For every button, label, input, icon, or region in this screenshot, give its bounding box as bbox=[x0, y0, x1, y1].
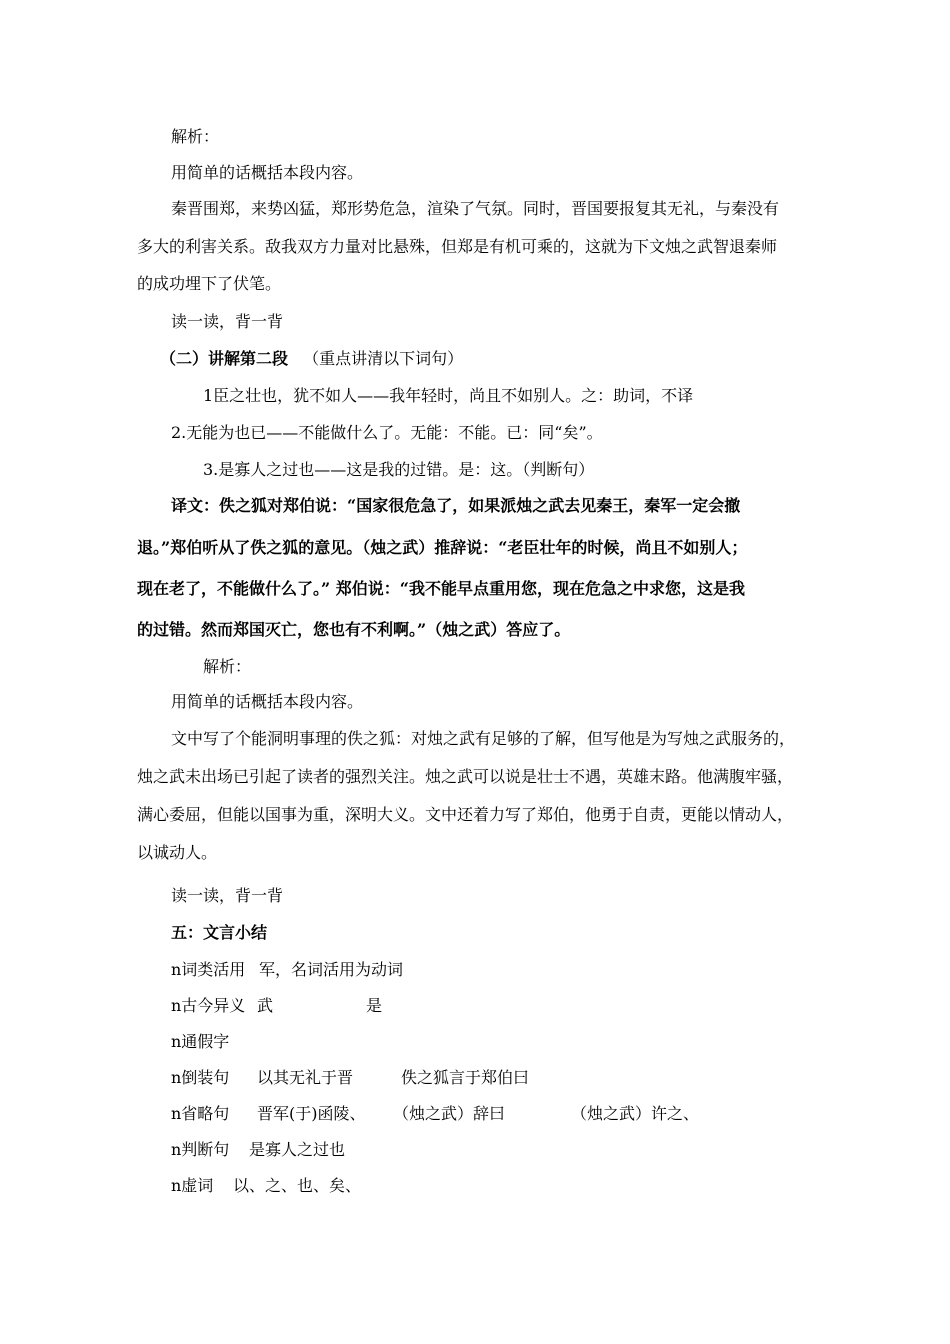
summary-item-example: （烛之武）许之、 bbox=[571, 1104, 700, 1123]
translation-line: 译文：佚之狐对郑伯说：“国家很危急了，如果派烛之武去见秦王，秦军一定会撤 bbox=[171, 496, 741, 515]
section-heading-title: （二）讲解第二段 bbox=[160, 349, 289, 368]
summary-item-label: n省略句 bbox=[171, 1104, 230, 1123]
section-heading bbox=[160, 348, 463, 370]
read-recite-line: 读一读，背一背 bbox=[171, 312, 284, 331]
analysis-label: 解析： bbox=[203, 657, 252, 676]
summary-heading: 五：文言小结 bbox=[171, 923, 268, 942]
analysis-line: 烛之武未出场已引起了读者的强烈关注。烛之武可以说是壮士不遇，英雄末路。他满腹牢骚， bbox=[137, 767, 794, 786]
summary-prompt: 用简单的话概括本段内容。 bbox=[171, 163, 364, 182]
analysis-line: 秦晋围郑，来势凶猛，郑形势危急，渲染了气氛。同时，晋国要报复其无礼，与秦没有 bbox=[171, 199, 780, 218]
summary-item-example: 军，名词活用为动词 bbox=[259, 960, 404, 979]
summary-item-label: n倒装句 bbox=[171, 1068, 230, 1087]
translation-line: 现在老了，不能做什么了。” 郑伯说：“我不能早点重用您，现在危急之中求您，这是我 bbox=[137, 579, 745, 598]
analysis-line: 文中写了个能洞明事理的佚之狐：对烛之武有足够的了解，但写他是为写烛之武服务的， bbox=[171, 729, 796, 748]
vocab-note: 1臣之壮也，犹不如人——我年轻时，尚且不如别人。之：助词，不译 bbox=[203, 386, 694, 405]
summary-item-example: 以其无礼于晋 bbox=[257, 1068, 354, 1087]
vocab-note: 2.无能为也已——不能做什么了。无能：不能。已：同“矣”。 bbox=[171, 423, 603, 442]
summary-item-example: 佚之狐言于郑伯曰 bbox=[401, 1068, 530, 1087]
summary-item-example: 武 bbox=[257, 996, 274, 1015]
summary-item-example: 是寡人之过也 bbox=[249, 1140, 346, 1159]
summary-item-example: （烛之武）辞曰 bbox=[393, 1104, 506, 1123]
translation-line: 退。”郑伯听从了佚之狐的意见。（烛之武）推辞说：“老臣壮年的时候，尚且不如别人； bbox=[137, 538, 748, 557]
summary-item-label: n虚词 bbox=[171, 1176, 214, 1195]
read-recite-line: 读一读，背一背 bbox=[171, 886, 284, 905]
summary-prompt: 用简单的话概括本段内容。 bbox=[171, 692, 364, 711]
summary-item-label: n古今异义 bbox=[171, 996, 246, 1015]
summary-item-label: n词类活用 bbox=[171, 960, 246, 979]
summary-item-label: n判断句 bbox=[171, 1140, 230, 1159]
analysis-line: 多大的利害关系。敌我双方力量对比悬殊，但郑是有机可乘的，这就为下文烛之武智退秦师 bbox=[137, 237, 778, 256]
section-heading-note: （重点讲清以下词句） bbox=[303, 349, 464, 368]
summary-item-example: 晋军(于)函陵、 bbox=[257, 1104, 366, 1123]
vocab-note: 3.是寡人之过也——这是我的过错。是：这。（判断句） bbox=[203, 460, 595, 479]
analysis-label: 解析： bbox=[171, 127, 220, 146]
analysis-line: 以诚动人。 bbox=[137, 843, 218, 862]
summary-item-example: 以、之、也、矣、 bbox=[233, 1176, 362, 1195]
analysis-line: 的成功埋下了伏笔。 bbox=[137, 274, 282, 293]
translation-line: 的过错。然而郑国灭亡，您也有不利啊。”（烛之武）答应了。 bbox=[137, 620, 571, 639]
analysis-line: 满心委屈，但能以国事为重，深明大义。文中还着力写了郑伯，他勇于自责，更能以情动人， bbox=[137, 805, 794, 824]
summary-item-label: n通假字 bbox=[171, 1032, 230, 1051]
summary-item-example: 是 bbox=[366, 996, 383, 1015]
